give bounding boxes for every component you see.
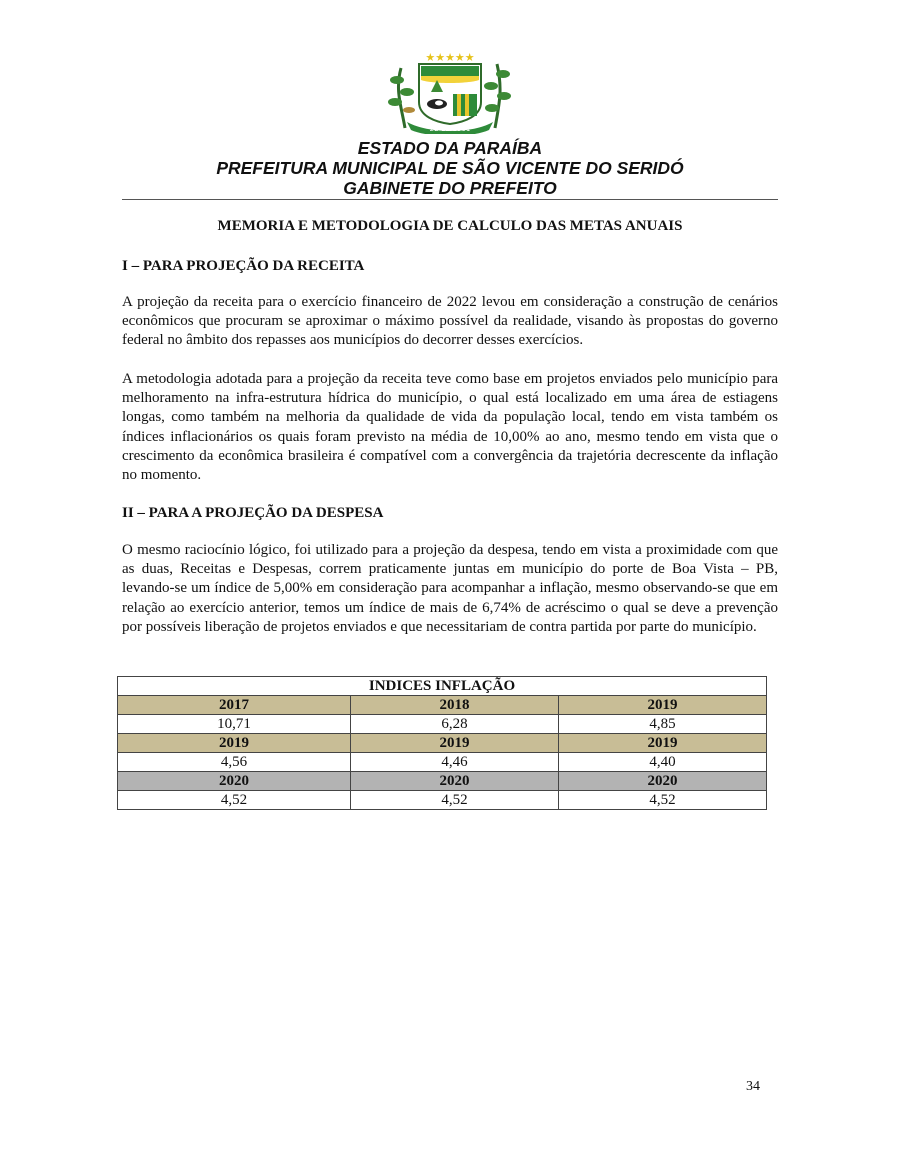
- table-caption-row: [118, 677, 767, 696]
- section-heading-receita: I – PARA PROJEÇÃO DA RECEITA: [122, 258, 365, 274]
- section-heading-despesa: II – PARA A PROJEÇÃO DA DESPESA: [122, 505, 384, 521]
- paragraph: O mesmo raciocínio lógico, foi utilizado para a projeção da despesa, tendo em vista a proximidade com que as duas, Receitas e Despesas, correm praticamente juntas em município do porte de Boa Vista – PB, levando-se um índice de 5,00% em consideração para acompanhar a inflação, mesmo observando-se que em relação ao exercício anterior, temos um índice de mais de 6,74% de acréscimo o qual se deve a prevenção por possíveis liberação de projetos enviados e que necessitariam de contra partida por parte do município.: [122, 542, 778, 635]
- year-cell: 2018: [351, 696, 559, 715]
- table-row: [118, 791, 767, 810]
- table-row: [118, 715, 767, 734]
- year-cell: 2019: [558, 696, 766, 715]
- table-row: [118, 753, 767, 772]
- header-state: ESTADO DA PARAÍBA: [357, 138, 543, 158]
- value-cell: 4,52: [558, 791, 766, 810]
- page-number: 34: [746, 1079, 760, 1094]
- table-row: [118, 696, 767, 715]
- value-cell: 4,46: [351, 753, 559, 772]
- value-cell: 4,52: [351, 791, 559, 810]
- year-cell: 2019: [558, 734, 766, 753]
- document-title: MEMORIA E METODOLOGIA DE CALCULO DAS METAS ANUAIS: [217, 218, 683, 234]
- svg-text:★★★★★: ★★★★★: [425, 51, 475, 64]
- year-cell: 2020: [351, 772, 559, 791]
- year-cell: 2020: [558, 772, 766, 791]
- value-cell: 6,28: [351, 715, 559, 734]
- header-office: GABINETE DO PREFEITO: [343, 178, 557, 198]
- value-cell: 10,71: [118, 715, 351, 734]
- table-caption: INDICES INFLAÇÃO: [118, 677, 767, 696]
- value-cell: 4,52: [118, 791, 351, 810]
- table-row: [118, 734, 767, 753]
- value-cell: 4,85: [558, 715, 766, 734]
- year-cell: 2020: [118, 772, 351, 791]
- header-divider: [122, 199, 778, 200]
- svg-text:22-12-1961: 22-12-1961: [429, 125, 471, 133]
- inflation-index-table: [117, 676, 767, 810]
- paragraph: A projeção da receita para o exercício financeiro de 2022 levou em consideração a construção de cenários econômicos que procuram se aproximar o máximo possível da realidade, visando às propostas do governo federal no âmbito dos repasses aos municípios do decorrer desses exercícios.: [122, 294, 778, 349]
- paragraph: A metodologia adotada para a projeção da receita teve como base em projetos enviados pelo município para melhoramento na infra-estrutura hídrica do município, o qual está localizado em uma área de estiagens longas, como também na melhoria da qualidade de vida da população local, tendo em vista também os índices inflacionários os quais foram previsto na média de 10,00% ao ano, mesmo tendo em vista que o crescimento da econômica brasileira é compatível com a convergência da trajetória decrescente da inflação no momento.: [122, 371, 778, 484]
- year-cell: 2019: [118, 734, 351, 753]
- table-row: [118, 772, 767, 791]
- coat-of-arms-icon: [383, 50, 517, 134]
- year-cell: 2017: [118, 696, 351, 715]
- header-municipality: PREFEITURA MUNICIPAL DE SÃO VICENTE DO SERIDÓ: [216, 158, 684, 178]
- year-cell: 2019: [351, 734, 559, 753]
- value-cell: 4,40: [558, 753, 766, 772]
- value-cell: 4,56: [118, 753, 351, 772]
